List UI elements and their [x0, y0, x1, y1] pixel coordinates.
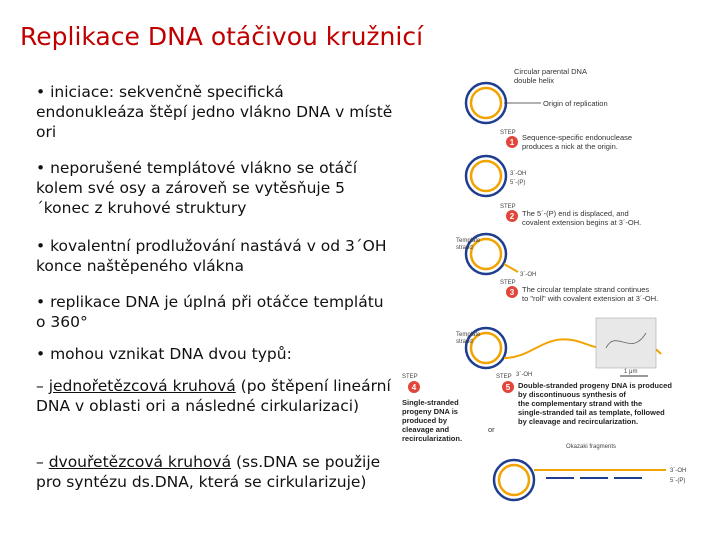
step1-number: 1: [509, 138, 515, 147]
circle4-3oh: 3´-OH: [516, 372, 533, 378]
type-single-desc: (po štěpení lineární DNA v oblasti ori a následné cirkularizaci): [36, 377, 391, 415]
step5-text-a: Double-stranded progeny DNA is produced: [518, 381, 672, 390]
step5-text-c: the complementary strand with the: [518, 399, 643, 408]
scale-label: 1 μm: [624, 369, 638, 375]
step5-number: 5: [505, 383, 511, 392]
final-circle-inner: [499, 465, 529, 495]
label-origin: Origin of replication: [543, 99, 608, 108]
circle2-3oh: 3´-OH: [510, 171, 527, 177]
circle2-5p: 5´-(P): [510, 180, 526, 186]
template-label-3a: Template: [456, 238, 481, 244]
type-double-stranded: – dvouřetězcová kruhová (ss.DNA se použije pro syntézu ds.DNA, která se cirkularizuje): [36, 453, 381, 491]
parental-circle-inner: [471, 88, 501, 118]
step5-text-d: single-stranded tail as template, followed: [518, 408, 665, 417]
step3-text-a: The circular template strand continues: [522, 285, 650, 294]
step3-number: 3: [509, 288, 515, 297]
step5-text-e: by cleavage and recircularization.: [518, 417, 639, 426]
step4-number: 4: [411, 383, 417, 392]
circle3-3oh: 3´-OH: [520, 272, 537, 278]
bullet-types: • mohou vznikat DNA dvou typů:: [36, 345, 292, 363]
type-single-stranded: – jednořetězcová kruhová (po štěpení lineární DNA v oblasti ori a následné cirkularizaci): [36, 377, 391, 415]
slide-title: Replikace DNA otáčivou kružnicí: [20, 22, 424, 51]
step4-text-d: cleavage and: [402, 425, 450, 434]
step4-text-c: produced by: [402, 416, 448, 425]
label-okazaki: Okazaki fragments: [566, 444, 617, 450]
type-double-label: dvouřetězcová kruhová: [48, 453, 232, 471]
step5-word: STEP: [496, 374, 512, 380]
step4-text-a: Single-stranded: [402, 398, 459, 407]
step2-text-a: The 5´-(P) end is displaced, and: [522, 209, 629, 218]
step5-text-b: by discontinuous synthesis of: [518, 390, 626, 399]
bullet-extension: • kovalentní prodlužování nastává v od 3´OH konce naštěpeného vlákna: [36, 237, 387, 275]
step4-text-e: recircularization.: [402, 434, 463, 443]
step3-word: STEP: [500, 280, 516, 286]
step2-text-b: covalent extension begins at 3´-OH.: [522, 218, 642, 227]
step1-text-a: Sequence-specific endonuclease: [522, 133, 633, 142]
final-3oh: 3´-OH: [670, 468, 687, 474]
label-double-helix: double helix: [514, 76, 555, 85]
type-double-desc: (ss.DNA se použije pro syntézu ds.DNA, která se cirkularizuje): [36, 453, 381, 491]
type-single-label: jednořetězcová kruhová: [48, 377, 236, 395]
step1-text-b: produces a nick at the origin.: [522, 142, 618, 151]
step4-word: STEP: [402, 374, 418, 380]
step3-text-b: to "roll" with covalent extension at 3´-OH.: [522, 294, 659, 303]
template-label-4b: strand: [456, 339, 473, 345]
final-5p: 5´-(P): [670, 478, 686, 484]
step2-number: 2: [509, 212, 515, 221]
step4-text-b: progeny DNA is: [402, 407, 458, 416]
step1-word: STEP: [500, 130, 516, 136]
displaced-tail-3: [504, 264, 518, 272]
template-label-3b: strand: [456, 245, 473, 251]
rolling-circle-figure: [396, 58, 716, 528]
template-label-4a: Template: [456, 332, 481, 338]
nicked-circle-inner: [471, 161, 501, 191]
step2-word: STEP: [500, 204, 516, 210]
bullet-rotation: • neporušené templátové vlákno se otáčí kolem své osy a zároveň se vytěsňuje 5´konec z kruhové struktury: [36, 159, 358, 217]
label-circular-parental: Circular parental DNA: [514, 67, 587, 76]
bullet-initiation: • iniciace: sekvenčně specifická endonukleáza štěpí jedno vlákno DNA v místě ori: [36, 83, 393, 141]
bullet-completion: • replikace DNA je úplná při otáčce templátu o 360°: [36, 293, 384, 331]
label-or: or: [488, 425, 495, 434]
